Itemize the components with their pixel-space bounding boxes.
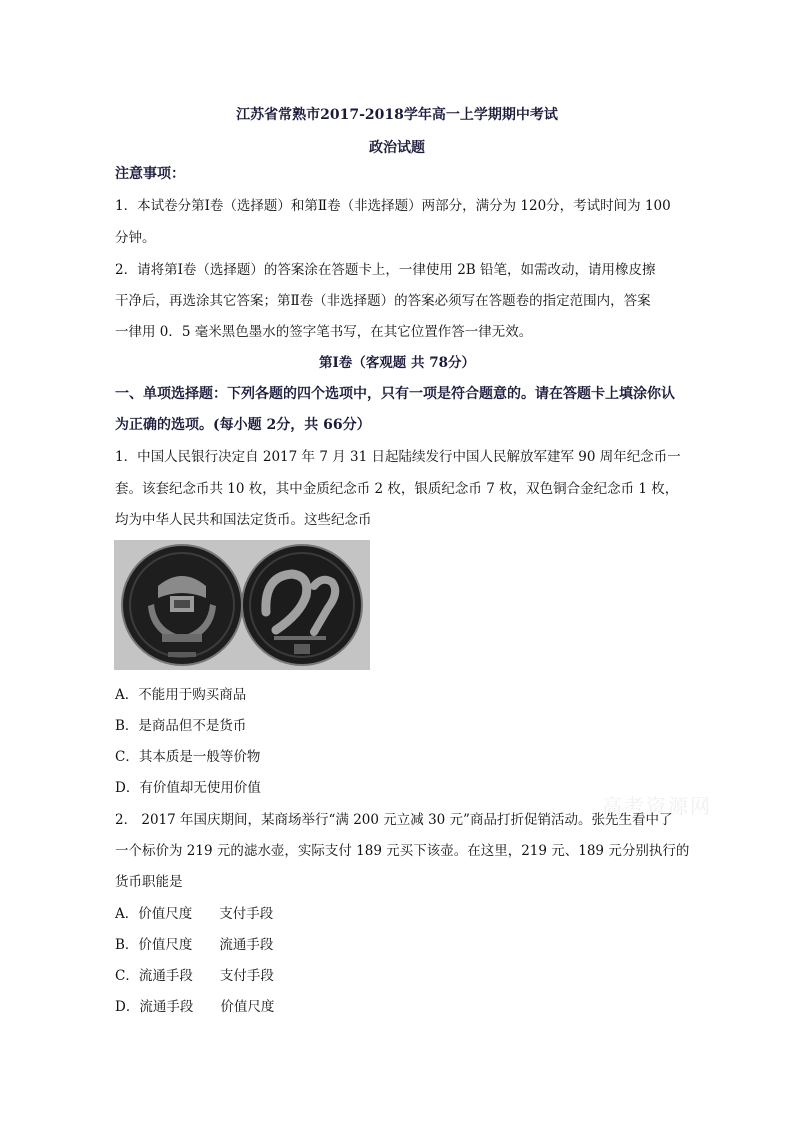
q1-stem-line-3: 均为中华人民共和国法定货币。这些纪念币 [115,512,372,528]
section-1-instructions-line-1: 一、单项选择题：下列各题的四个选项中，只有一项是符合题意的。请在答题卡上填涂你认 [115,386,675,402]
q2-option-d: D．流通手段 价值尺度 [115,999,275,1015]
notice-item-1-line-1: 1．本试卷分第Ⅰ卷（选择题）和第Ⅱ卷（非选择题）两部分，满分为 120分，考试时间为 100 [115,198,671,214]
q1-option-d: D．有价值却无使用价值 [115,780,261,796]
commemorative-coins-image [114,540,370,670]
q2-stem-line-1: 2． 2017 年国庆期间，某商场举行“满 200 元立减 30 元”商品打折促销活动。张先生看中了 [115,812,673,828]
notice-item-2-line-1: 2．请将第Ⅰ卷（选择题）的答案涂在答题卡上，一律使用 2B 铅笔，如需改动，请用橡皮擦 [115,262,656,278]
q2-option-a: A．价值尺度 支付手段 [115,906,274,922]
q1-option-a: A．不能用于购买商品 [115,687,247,703]
q1-stem-line-2: 套。该套纪念币共 10 枚，其中金质纪念币 2 枚，银质纪念币 7 枚，双色铜合金纪念币 1 枚， [115,481,679,497]
q2-stem-line-2: 一个标价为 219 元的滤水壶，实际支付 189 元买下该壶。在这里，219 元、189 元分别执行的 [115,843,690,859]
exam-title: 江苏省常熟市2017-2018学年高一上学期期中考试 [236,107,558,123]
coin-denomination-side [242,545,362,665]
watermark: 高考资源网 [602,794,712,818]
notice-item-2-line-2: 干净后，再选涂其它答案；第Ⅱ卷（非选择题）的答案必须写在答题卷的指定范围内，答案 [115,293,651,309]
notice-item-2-line-3: 一律用 0．5 毫米黑色墨水的签字笔书写，在其它位置作答一律无效。 [115,324,533,340]
section-1-title: 第Ⅰ卷（客观题 共 78分） [318,355,475,371]
q2-option-c: C．流通手段 支付手段 [115,968,274,984]
q2-option-b: B．价值尺度 流通手段 [115,937,274,953]
exam-subtitle: 政治试题 [369,140,425,156]
notice-heading: 注意事项： [115,166,185,182]
q1-stem-line-1: 1．中国人民银行决定自 2017 年 7 月 31 日起陆续发行中国人民解放军建军 90 周年纪念币一 [115,449,681,465]
q1-option-c: C．其本质是一般等价物 [115,749,261,765]
q1-option-b: B．是商品但不是货币 [115,718,247,734]
notice-item-1-line-2: 分钟。 [115,230,156,246]
section-1-instructions-line-2: 为正确的选项。(每小题 2分，共 66分） [115,417,371,433]
q2-stem-line-3: 货币职能是 [115,874,183,890]
coin-emblem-side [122,545,242,665]
